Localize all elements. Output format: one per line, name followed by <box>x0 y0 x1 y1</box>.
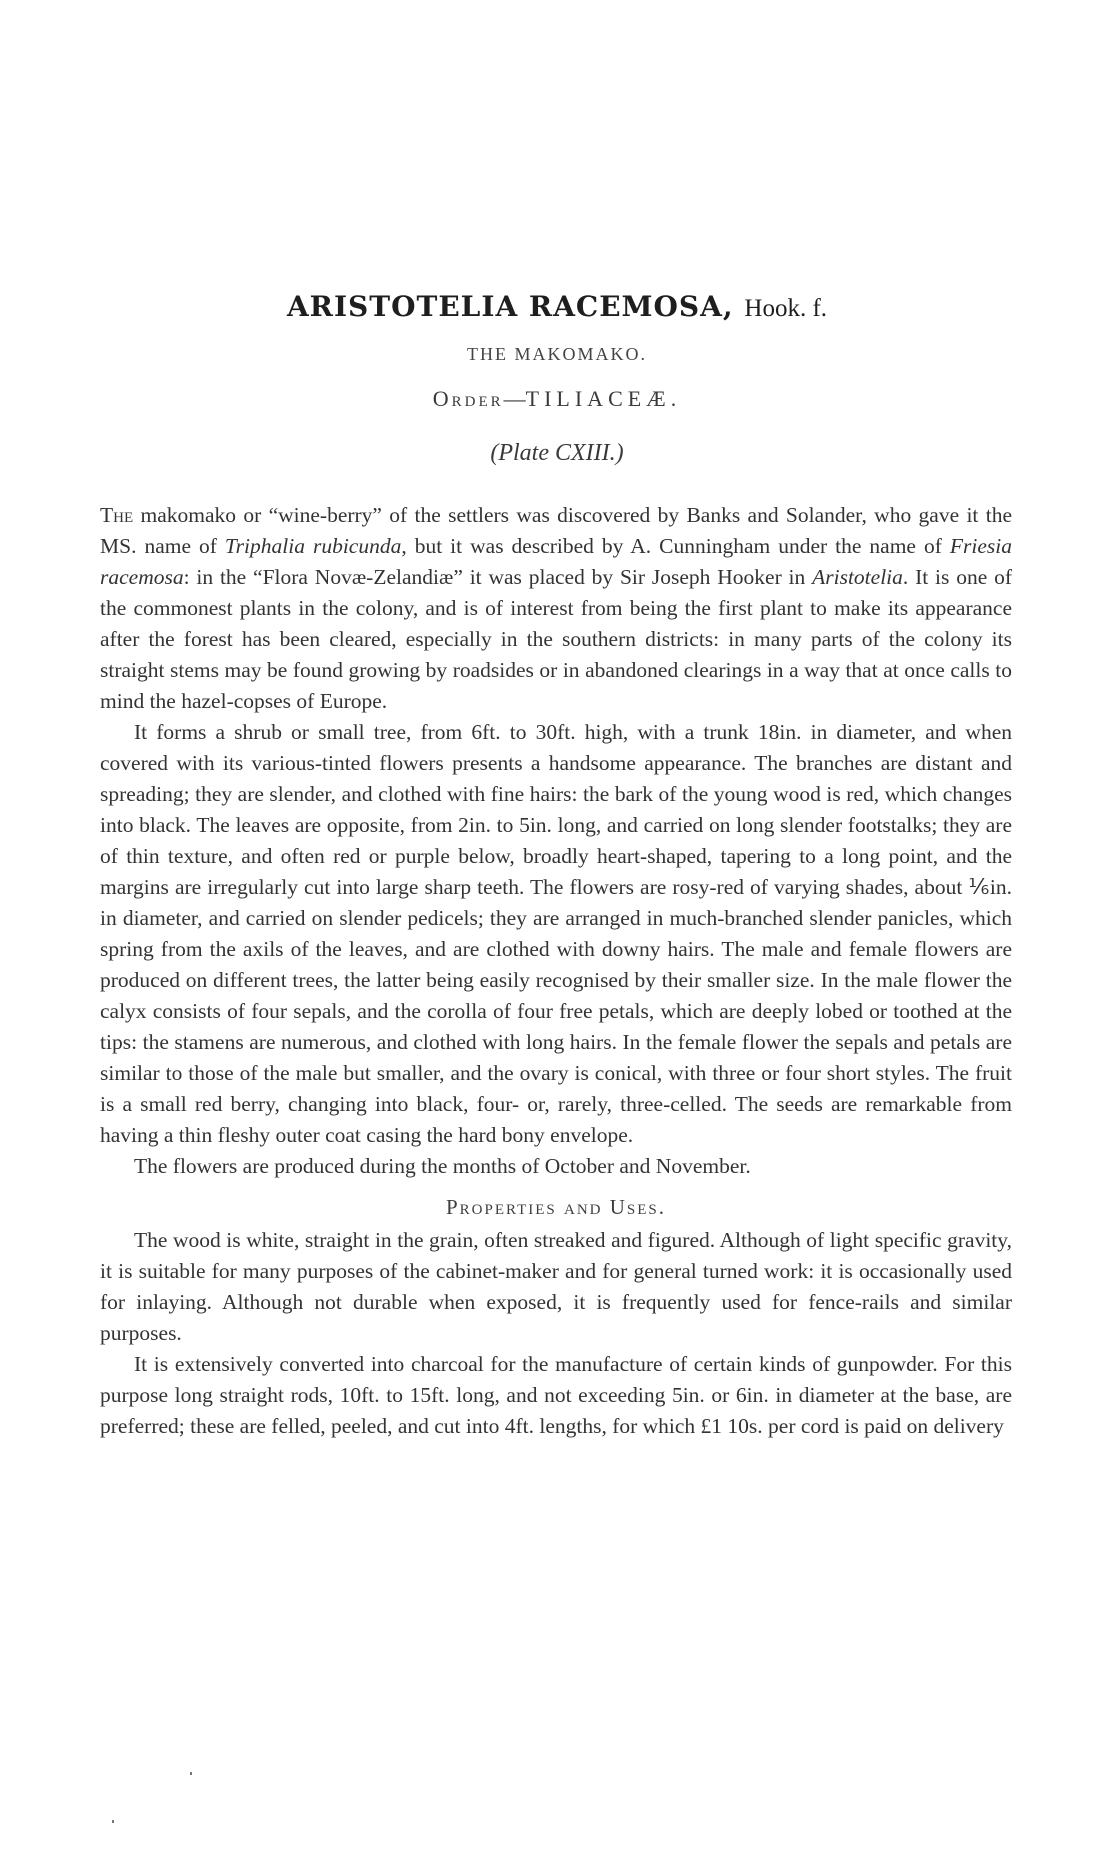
species-authority: Hook. f. <box>744 295 828 322</box>
order-line <box>0 386 1114 412</box>
order-name: TILIACEÆ. <box>525 386 682 411</box>
common-name: THE MAKOMAKO. <box>467 344 647 364</box>
paragraph-text: , but it was described by A. Cunningham under the name of <box>401 534 950 558</box>
paragraph-text: : in the “Flora Novæ-Zelandiæ” it was placed by Sir Joseph Hooker in <box>183 565 813 589</box>
paragraph-text: . It is one of the commonest plants in the colony, and is of interest from being the first plant to make its appearance after the forest has been cleared, especially in the southern districts: in many parts of the colony its straight stems may be found growing by roadsides or in abandoned clearings in a way that at once calls to mind the hazel-copses of Europe. <box>100 565 1012 713</box>
plate-reference: (Plate CXIII.) <box>490 440 624 466</box>
italic-name: Aristotelia <box>812 565 903 589</box>
print-speck <box>190 1772 192 1775</box>
italic-name: Friesia racemosa <box>100 534 1012 589</box>
paragraph-lead-word: The <box>100 503 134 527</box>
order-label: Order <box>432 386 504 411</box>
paragraph-wood: The wood is white, straight in the grain, often streaked and figured. Although of light specific gravity, it is suitable for many purposes of the cabinet-maker and for general turned work: it is occasionally used for inlaying. Although not durable when exposed, it is frequently used for fence-rails and similar purposes. <box>100 1228 1012 1345</box>
order-dash: — <box>503 386 526 411</box>
species-name: ARISTOTELIA RACEMOSA, <box>286 290 734 323</box>
section-heading: Properties and Uses. <box>445 1195 667 1219</box>
paragraph-description: It forms a shrub or small tree, from 6ft. to 30ft. high, with a trunk 18in. in diameter, and when covered with its various-tinted flowers presents a handsome appearance. The branches are distant and spreading; they are slender, and clothed with fine hairs: the bark of the young wood is red, which changes into black. The leaves are opposite, from 2in. to 5in. long, and carried on long slender footstalks; they are of thin texture, and often red or purple below, broadly heart-shaped, tapering to a long point, and the margins are irregularly cut into large sharp teeth. The flowers are rosy-red of varying shades, about ⅙in. in diameter, and carried on slender pedicels; they are arranged in much-branched slender panicles, which spring from the axils of the leaves, and are clothed with downy hairs. The male and female flowers are produced on different trees, the latter being easily recognised by their smaller size. In the male flower the calyx consists of four sepals, and the corolla of four free petals, which are deeply lobed or toothed at the tips: the stamens are numerous, and clothed with long hairs. In the female flower the sepals and petals are similar to those of the male but smaller, and the ovary is conical, with three or four short styles. The fruit is a small red berry, changing into black, four- or, rarely, three-celled. The seeds are remarkable from having a thin fleshy outer coat casing the hard bony envelope. <box>100 720 1012 1147</box>
paragraph-intro <box>100 500 1012 717</box>
print-speck <box>112 1820 114 1823</box>
italic-name: Triphalia rubicunda <box>224 534 402 558</box>
article-body <box>100 500 1012 1442</box>
paragraph-flowering: The flowers are produced during the months of October and November. <box>134 1154 751 1178</box>
paragraph-charcoal: It is extensively converted into charcoal for the manufacture of certain kinds of gunpowder. For this purpose long straight rods, 10ft. to 15ft. long, and not exceeding 5in. or 6in. in diameter at the base, are preferred; these are felled, peeled, and cut into 4ft. lengths, for which £1 10s. per cord is paid on delivery <box>100 1352 1012 1438</box>
paragraph-text: makomako or “wine-berry” of the settlers was discovered by Banks and Solander, who gave it the MS. name of <box>100 503 1012 558</box>
page-title <box>0 290 1114 323</box>
